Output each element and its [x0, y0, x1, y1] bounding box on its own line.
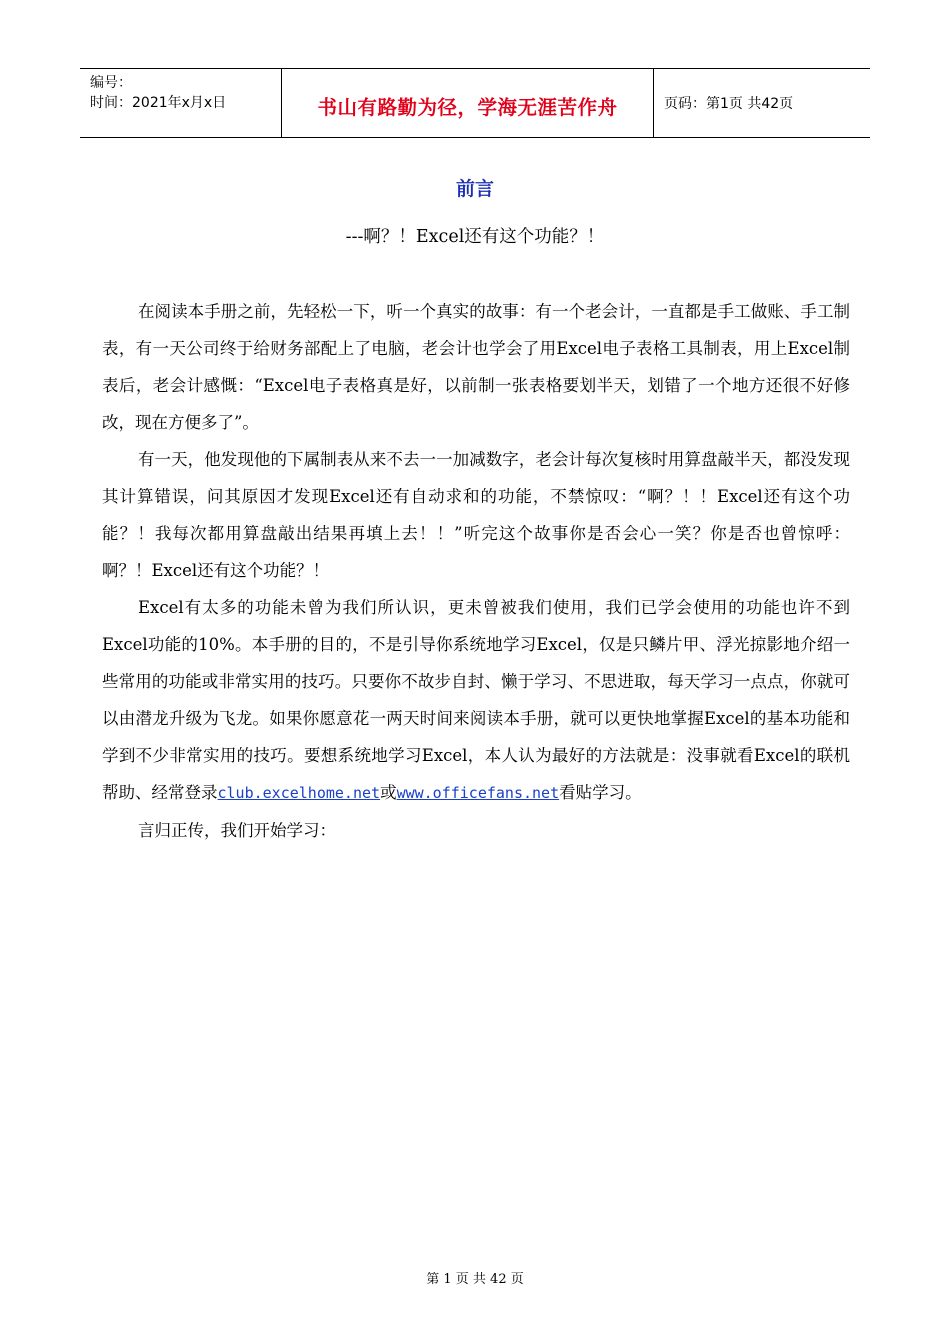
officefans-link[interactable]: www.officefans.net: [396, 784, 560, 802]
body-content: [102, 293, 850, 849]
page-header: [80, 68, 870, 138]
page-footer: 第 1 页 共 42 页: [426, 1272, 524, 1287]
header-meta: [80, 69, 281, 137]
paragraph-4: 言归正传，我们开始学习：: [138, 821, 336, 840]
paragraph-3-tail: 看贴学习。: [559, 783, 642, 802]
header-page-info: 页码：第1页 共42页: [664, 96, 794, 112]
page-subtitle: ---啊？！Excel还有这个功能？！: [345, 227, 605, 247]
document-date: 时间：2021年x月x日: [90, 95, 227, 111]
excelhome-link[interactable]: club.excelhome.net: [217, 784, 381, 802]
paragraph-2: 有一天，他发现他的下属制表从来不去一一加减数字，老会计每次复核时用算盘敲半天，都没发现其计算错误，问其原因才发现Excel还有自动求和的功能，不禁惊叹：“啊？！！Excel还有这个功能？！我每次都用算盘敲出结果再填上去！！”听完这个故事你是否会心一笑？你是否也曾惊呼：啊？！Excel还有这个功能？！: [102, 450, 850, 580]
paragraph-3: [102, 589, 850, 812]
paragraph-1: 在阅读本手册之前，先轻松一下，听一个真实的故事：有一个老会计，一直都是手工做账、手工制表，有一天公司终于给财务部配上了电脑，老会计也学会了用Excel电子表格工具制表，用上Excel制表后，老会计感慨：“Excel电子表格真是好，以前制一张表格要划半天，划错了一个地方还很不好修改，现在方便多了”。: [102, 302, 850, 432]
header-motto-cell: [281, 69, 654, 137]
page-title: 前言: [455, 178, 494, 200]
paragraph-3-text: Excel有太多的功能未曾为我们所认识，更未曾被我们使用，我们已学会使用的功能也许不到Excel功能的10%。本手册的目的，不是引导你系统地学习Excel，仅是只鳞片甲、浮光掠影地介绍一些常用的功能或非常实用的技巧。只要你不故步自封、懒于学习、不思进取，每天学习一点点，你就可以由潜龙升级为飞龙。如果你愿意花一两天时间来阅读本手册，就可以更快地掌握Excel的基本功能和学到不少非常实用的技巧。要想系统地学习Excel，本人认为最好的方法就是：没事就看Excel的联机帮助、经常登录: [102, 598, 850, 802]
paragraph-3-or: 或: [380, 783, 397, 802]
document-number-label: 编号：: [90, 75, 132, 91]
header-motto: 书山有路勤为径，学海无涯苦作舟: [317, 96, 618, 119]
